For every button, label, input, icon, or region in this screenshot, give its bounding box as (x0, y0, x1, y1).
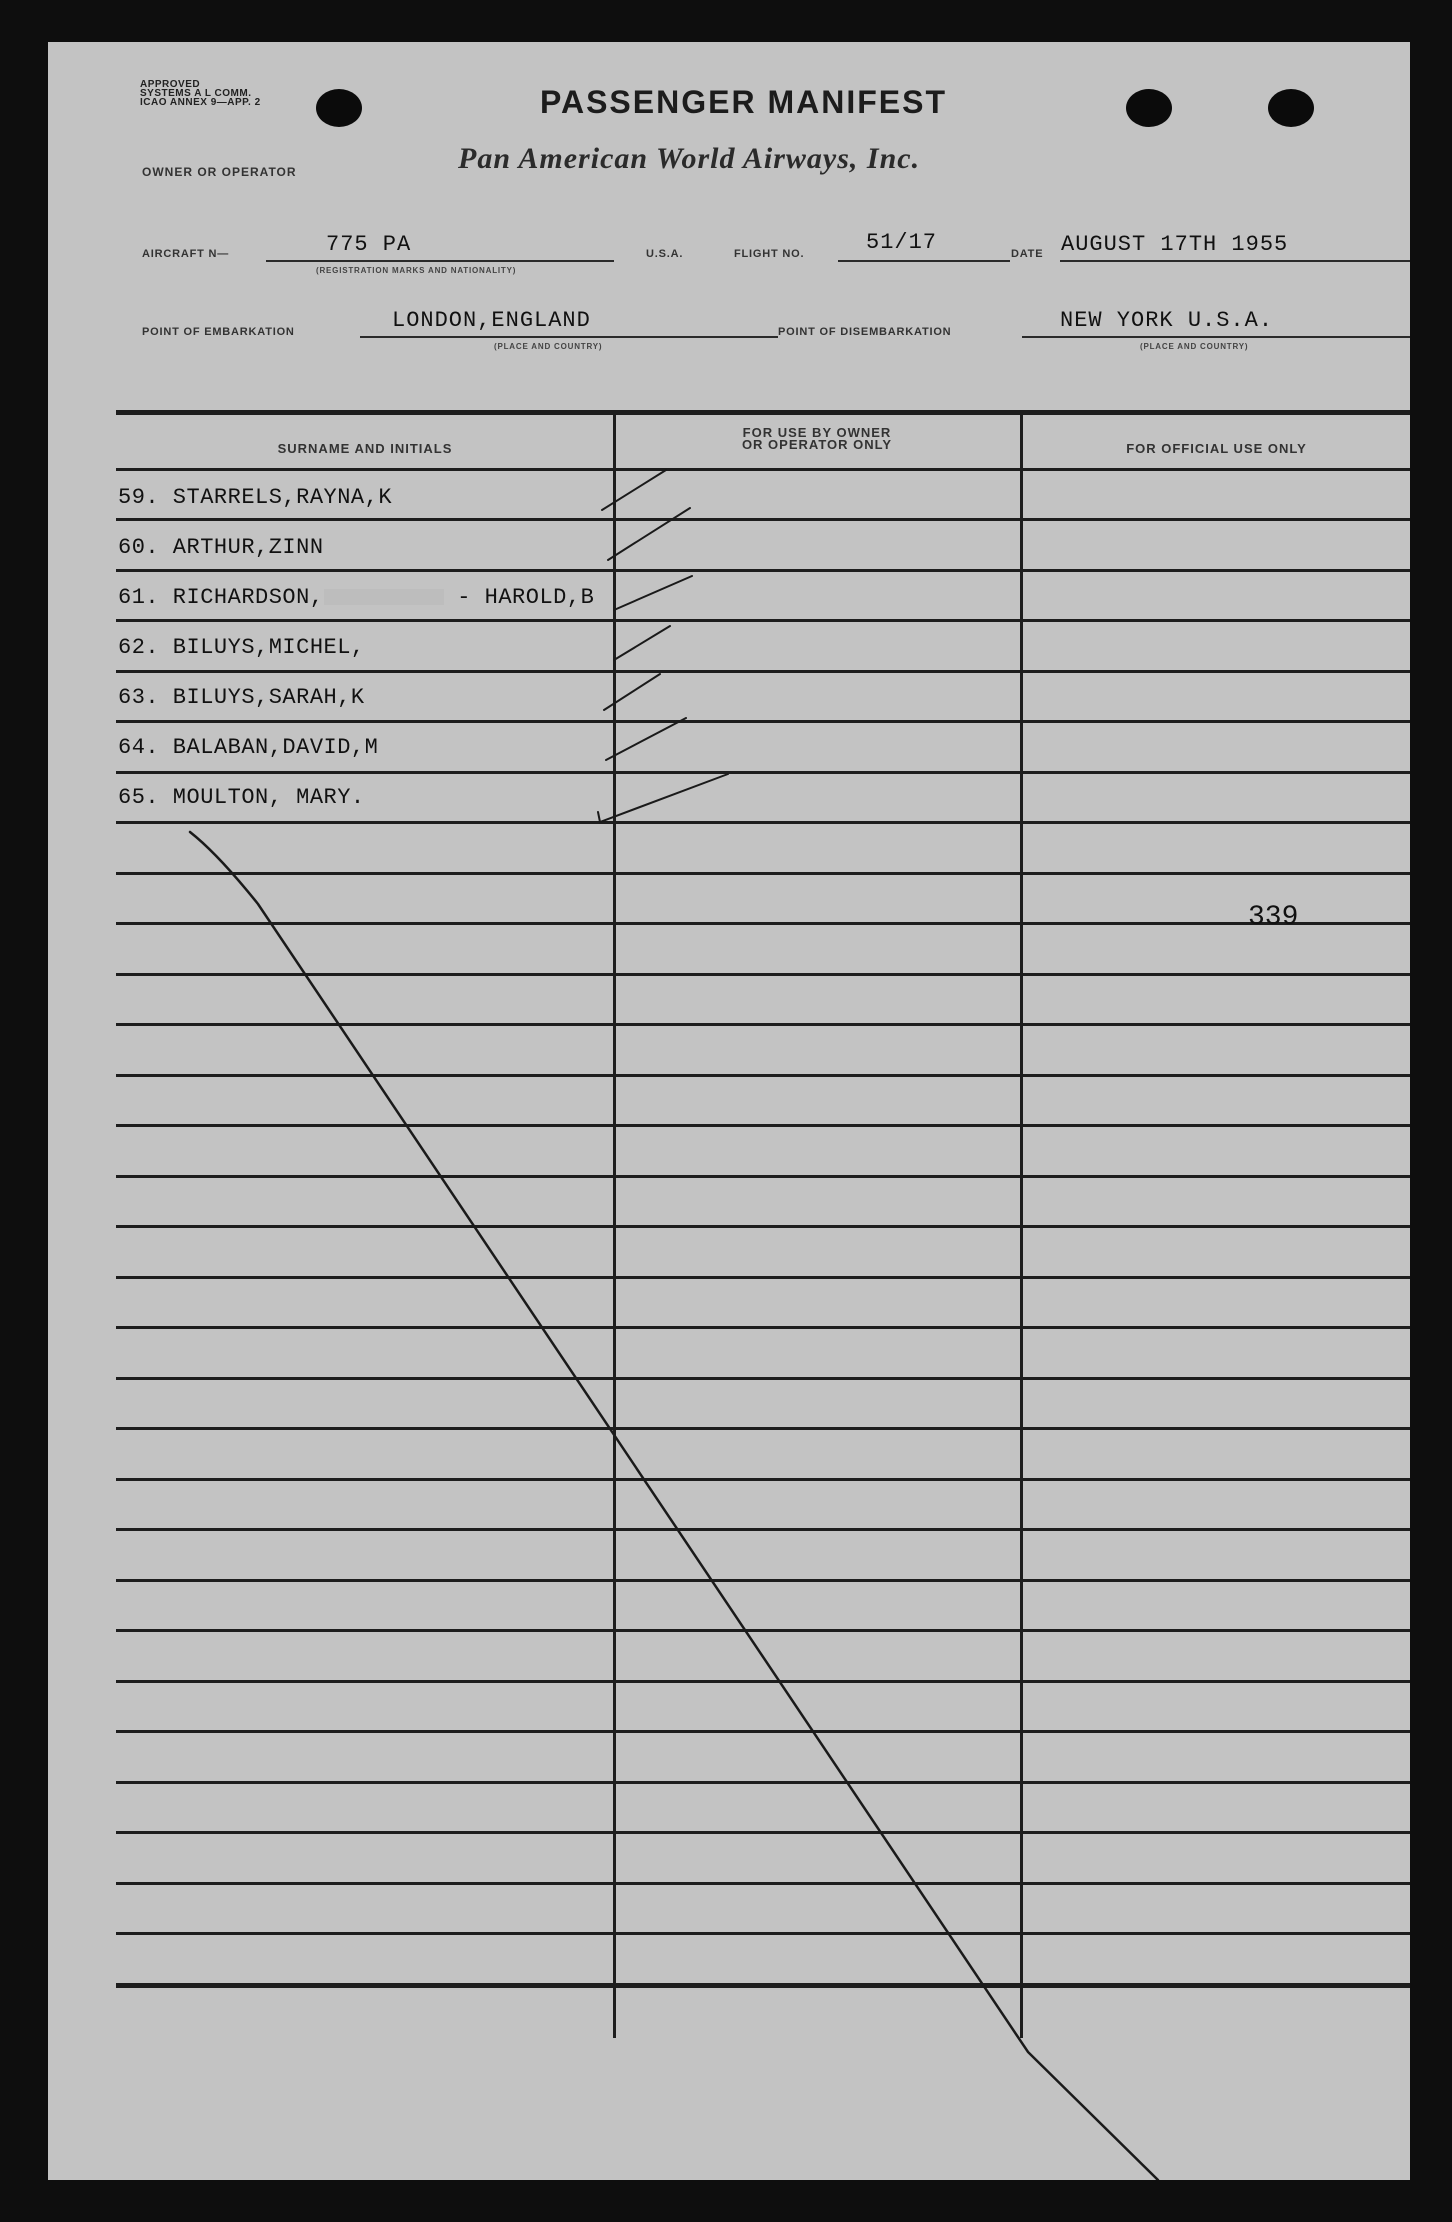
check-mark-icon (606, 718, 686, 760)
disembarkation-value: NEW YORK U.S.A. (1060, 308, 1274, 333)
page-number: 339 (1248, 902, 1299, 933)
table-cell: - HAROLD,B (443, 585, 595, 610)
table-row: 64. BALABAN,DAVID,M (118, 735, 379, 760)
embarkation-value: LONDON,ENGLAND (392, 308, 591, 333)
column-header-official: FOR OFFICIAL USE ONLY (1126, 441, 1307, 456)
approval-line: ICAO ANNEX 9—APP. 2 (140, 97, 261, 108)
aircraft-label: AIRCRAFT N— (142, 248, 230, 260)
aircraft-sublabel: (REGISTRATION MARKS AND NATIONALITY) (316, 266, 517, 275)
table-row: 62. BILUYS,MICHEL, (118, 635, 365, 660)
table-row: 65. MOULTON, MARY. (118, 785, 365, 810)
check-mark-icon (598, 774, 728, 822)
airline-name: Pan American World Airways, Inc. (458, 142, 921, 175)
cancel-line-icon (190, 832, 1158, 2180)
flight-value: 51/17 (866, 230, 938, 255)
check-mark-icon (614, 626, 670, 660)
flight-label: FLIGHT NO. (734, 248, 805, 260)
column-header-owner-line: FOR USE BY OWNER (742, 425, 892, 440)
table-row: 59. STARRELS,RAYNA,K (118, 485, 393, 510)
approval-line: SYSTEMS A L COMM. (140, 88, 252, 99)
column-header-owner-line: OR OPERATOR ONLY (741, 437, 893, 452)
disembarkation-label: POINT OF DISEMBARKATION (778, 326, 952, 338)
embarkation-sublabel: (PLACE AND COUNTRY) (494, 342, 603, 351)
aircraft-value: 775 PA (326, 232, 412, 257)
table-row: 60. ARTHUR,ZINN (118, 535, 324, 560)
check-mark-icon (602, 470, 666, 510)
page-title: PASSENGER MANIFEST (540, 84, 947, 120)
pen-marks (48, 42, 1410, 2180)
owner-label: OWNER OR OPERATOR (142, 165, 297, 179)
column-header-surname: SURNAME AND INITIALS (277, 441, 453, 456)
embarkation-label: POINT OF EMBARKATION (142, 326, 295, 338)
usa-label: U.S.A. (646, 248, 684, 260)
check-mark-icon (614, 576, 692, 610)
table-row: 63. BILUYS,SARAH,K (118, 685, 365, 710)
table-cell: 61. RICHARDSON, (118, 585, 324, 610)
disembarkation-sublabel: (PLACE AND COUNTRY) (1140, 342, 1249, 351)
check-mark-icon (604, 674, 660, 710)
manifest-sheet (48, 42, 1410, 2180)
check-mark-icon (608, 508, 690, 560)
date-label: DATE (1011, 248, 1044, 260)
date-value: AUGUST 17TH 1955 (1061, 232, 1289, 257)
approval-line: APPROVED (140, 79, 201, 90)
